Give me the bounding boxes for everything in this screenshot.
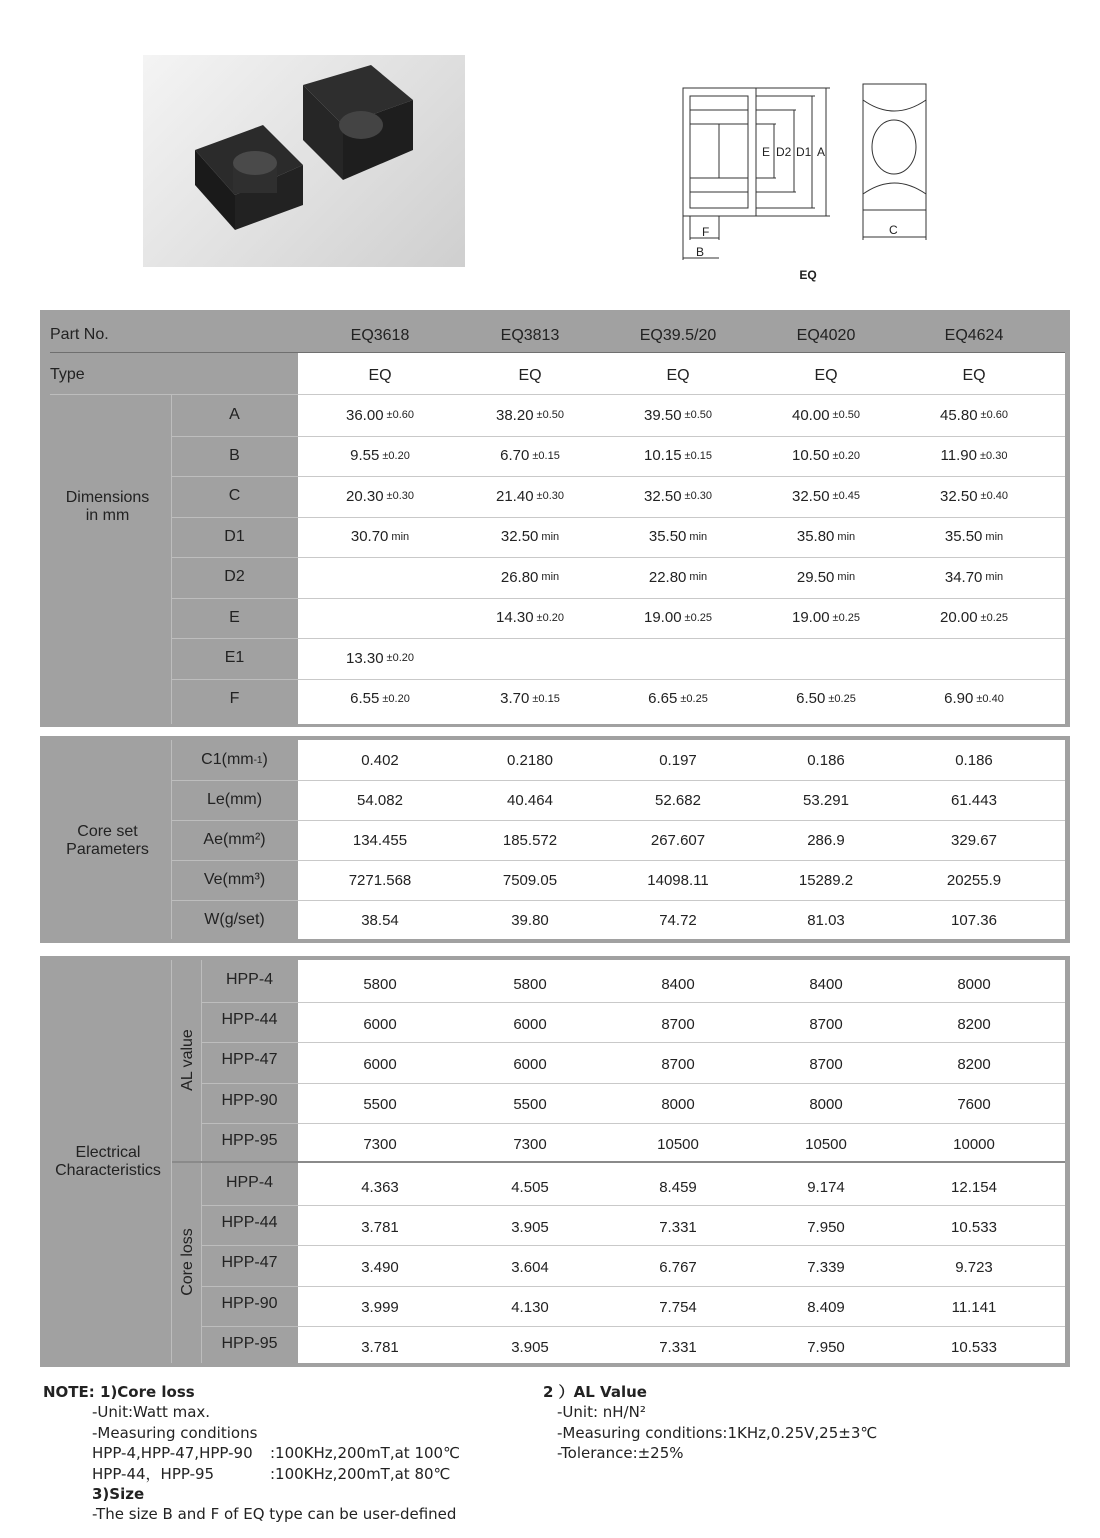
core-value: 7509.05 <box>502 871 558 889</box>
electrical-label-line2: Characteristics <box>55 1162 161 1179</box>
al-value: 8700 <box>809 1015 843 1033</box>
al-value: 10000 <box>953 1136 995 1154</box>
loss-value: 10.533 <box>951 1218 997 1236</box>
al-row-label: HPP-90 <box>221 1091 278 1109</box>
dim-value: 19.00 <box>792 609 830 627</box>
al-row-label: HPP-44 <box>221 1011 278 1029</box>
loss-value: 8.459 <box>659 1178 697 1196</box>
dim-tolerance: ±0.45 <box>832 490 860 503</box>
dim-label-b: B <box>696 245 705 259</box>
dim-tolerance: ±0.25 <box>828 692 856 705</box>
dim-tolerance: min <box>985 571 1004 584</box>
core-value: 286.9 <box>807 831 845 849</box>
core-label-line2: Parameters <box>66 841 149 858</box>
note-cond2-types: HPP-44，HPP-95 <box>92 1464 215 1483</box>
dim-cell <box>608 436 748 477</box>
part-no-4: EQ4624 <box>944 327 1004 344</box>
loss-value: 3.781 <box>361 1339 399 1357</box>
note-cond2-value: :100KHz,200mT,at 80℃ <box>270 1464 451 1483</box>
core-value: 107.36 <box>951 911 997 929</box>
dim-cell <box>756 557 896 598</box>
dim-value: 29.50 <box>796 568 835 586</box>
dim-tolerance: min <box>689 571 708 584</box>
loss-value: 4.505 <box>511 1178 549 1196</box>
dim-tolerance: ±0.25 <box>684 611 712 624</box>
dim-value: 35.80 <box>796 528 835 546</box>
core-label-line1: Core set <box>77 823 138 840</box>
dim-label-a: A <box>817 145 826 159</box>
dim-cell <box>310 476 450 517</box>
dim-tolerance: ±0.20 <box>832 449 860 462</box>
core-value: 0.186 <box>807 751 845 769</box>
loss-value: 7.950 <box>807 1339 845 1357</box>
loss-value: 3.905 <box>511 1218 549 1236</box>
core-value: 61.443 <box>951 791 997 809</box>
note-size-text: -The size B and F of EQ type can be user-defined <box>92 1505 457 1523</box>
dim-value: 10.50 <box>792 447 830 465</box>
dim-row-label-d1: D1 <box>224 527 245 545</box>
dim-tolerance: ±0.30 <box>979 449 1008 462</box>
al-note-cond: -Measuring conditions:1KHz,0.25V,25±3℃ <box>557 1423 878 1442</box>
al-value: 6000 <box>513 1015 547 1033</box>
core-value: 267.607 <box>650 831 706 849</box>
dim-cell <box>756 598 896 639</box>
al-value: 8000 <box>809 1096 843 1114</box>
dim-cell <box>608 476 748 517</box>
al-value-label: AL value <box>179 1029 196 1091</box>
dim-value: 13.30 <box>346 649 384 667</box>
al-note-title: 2 ）AL Value <box>543 1383 647 1401</box>
dim-value: 6.90 <box>944 690 974 708</box>
core-value: 74.72 <box>659 911 697 929</box>
dim-tolerance: ±0.40 <box>976 692 1004 705</box>
dim-value: 20.00 <box>940 609 978 627</box>
dim-value: 30.70 <box>350 528 389 546</box>
dim-row-label-b: B <box>229 446 240 464</box>
dim-cell <box>460 638 600 679</box>
core-value: 54.082 <box>357 791 403 809</box>
dim-tolerance: ±0.25 <box>980 611 1008 624</box>
al-value: 5500 <box>363 1096 397 1114</box>
loss-row-label: HPP-95 <box>221 1334 278 1352</box>
core-row-label-text: Ve(mm³) <box>203 871 266 888</box>
dim-cell <box>310 679 450 720</box>
dimensions-group-label <box>50 485 165 529</box>
loss-row-label: HPP-4 <box>225 1174 274 1192</box>
eq-core-photo-illustration <box>143 55 465 267</box>
dim-cell <box>756 638 896 679</box>
dim-tolerance: ±0.15 <box>684 449 712 462</box>
core-row-label-text: W(g/set) <box>204 911 265 928</box>
dim-cell <box>608 557 748 598</box>
core-parameters-table <box>40 736 1070 943</box>
dim-tolerance: ±0.30 <box>684 490 712 503</box>
dim-value: 32.50 <box>644 487 682 505</box>
dim-cell <box>756 395 896 436</box>
type-value-3: EQ <box>814 367 838 384</box>
note-title: NOTE: 1)Core loss <box>43 1383 195 1401</box>
dim-value: 21.40 <box>496 487 534 505</box>
loss-value: 3.905 <box>511 1339 549 1357</box>
core-value: 40.464 <box>507 791 553 809</box>
core-value: 7271.568 <box>348 871 412 889</box>
core-value: 185.572 <box>502 831 558 849</box>
dim-cell <box>310 436 450 477</box>
dimension-drawing <box>670 70 950 290</box>
notes-al-value <box>543 1382 963 1464</box>
dim-cell <box>608 679 748 720</box>
dim-value: 14.30 <box>496 609 534 627</box>
loss-value: 6.767 <box>659 1258 697 1276</box>
dim-cell <box>460 517 600 558</box>
dim-cell <box>608 517 748 558</box>
al-value: 6000 <box>363 1015 397 1033</box>
dim-value: 10.15 <box>644 447 682 465</box>
dim-tolerance: min <box>391 530 410 543</box>
dim-cell <box>460 598 600 639</box>
dim-label-d1: D1 <box>796 145 812 159</box>
core-row-label-text: Ae(mm²) <box>203 831 266 848</box>
core-loss-label: Core loss <box>179 1228 196 1296</box>
dim-tolerance: ±0.50 <box>832 409 860 422</box>
loss-value: 4.363 <box>361 1178 399 1196</box>
note-cond1-value: :100KHz,200mT,at 100℃ <box>270 1444 460 1462</box>
dim-value: 34.70 <box>944 568 983 586</box>
al-value: 8000 <box>957 975 991 993</box>
loss-value: 7.754 <box>659 1299 697 1317</box>
type-value-0: EQ <box>368 367 392 384</box>
dim-value: 38.20 <box>496 406 534 424</box>
dim-tolerance: ±0.20 <box>382 692 410 705</box>
core-value: 0.402 <box>361 751 399 769</box>
loss-value: 3.490 <box>361 1258 399 1276</box>
dim-cell <box>310 638 450 679</box>
dim-tolerance: ±0.20 <box>382 449 410 462</box>
notes-core-loss <box>43 1382 523 1524</box>
dim-tolerance: ±0.40 <box>980 490 1008 503</box>
dim-value: 32.50 <box>500 528 539 546</box>
dimensions-label-line2: in mm <box>85 507 130 524</box>
al-value: 5800 <box>363 975 397 993</box>
al-value: 10500 <box>657 1136 699 1154</box>
dim-cell <box>310 395 450 436</box>
dim-value: 45.80 <box>940 406 978 424</box>
electrical-label-line1: Electrical <box>75 1144 141 1161</box>
al-value: 8200 <box>957 1055 991 1073</box>
dim-value: 19.00 <box>644 609 682 627</box>
dim-value: 3.70 <box>500 690 530 708</box>
dim-cell <box>904 598 1044 639</box>
core-group-label <box>50 819 165 863</box>
dim-cell <box>904 395 1044 436</box>
dim-label-d2: D2 <box>776 145 792 159</box>
loss-value: 9.174 <box>807 1178 845 1196</box>
dim-label-f: F <box>702 225 710 239</box>
drawing-caption: EQ <box>799 268 817 282</box>
core-value: 15289.2 <box>798 871 854 889</box>
loss-value: 7.331 <box>659 1218 697 1236</box>
al-row-label: HPP-95 <box>221 1131 278 1149</box>
dim-value: 6.55 <box>350 690 380 708</box>
dim-tolerance: ±0.30 <box>386 490 414 503</box>
note-size-title: 3)Size <box>92 1485 145 1503</box>
al-row-label: HPP-47 <box>221 1051 278 1069</box>
dim-value: 35.50 <box>648 528 687 546</box>
dim-value: 6.70 <box>500 447 530 465</box>
dim-value: 39.50 <box>644 406 682 424</box>
core-row-label <box>171 820 298 860</box>
product-photo <box>143 55 465 267</box>
dim-tolerance: ±0.60 <box>980 409 1008 422</box>
dim-label-e: E <box>762 145 771 159</box>
dim-cell <box>608 598 748 639</box>
al-value: 7600 <box>957 1096 991 1114</box>
core-value: 0.197 <box>659 751 697 769</box>
dim-row-label-d2: D2 <box>224 568 245 586</box>
electrical-table <box>40 956 1070 1367</box>
core-row-label-sup: -1 <box>253 754 263 766</box>
dim-cell <box>904 557 1044 598</box>
dim-tolerance: ±0.20 <box>386 652 414 665</box>
dim-tolerance: min <box>541 530 560 543</box>
dim-cell <box>460 679 600 720</box>
al-value: 8400 <box>809 975 843 993</box>
core-value: 39.80 <box>511 911 549 929</box>
loss-value: 7.950 <box>807 1218 845 1236</box>
al-value: 7300 <box>513 1136 547 1154</box>
al-value: 7300 <box>363 1136 397 1154</box>
core-row-label-text: Le(mm) <box>206 791 263 808</box>
loss-value: 12.154 <box>951 1178 997 1196</box>
loss-row-label: HPP-44 <box>221 1214 278 1232</box>
dim-cell <box>756 436 896 477</box>
loss-value: 7.339 <box>807 1258 845 1276</box>
loss-value: 9.723 <box>955 1258 993 1276</box>
al-row-label: HPP-4 <box>225 971 274 989</box>
dim-cell <box>904 638 1044 679</box>
core-row-label <box>171 900 298 940</box>
dim-value: 32.50 <box>792 487 830 505</box>
dim-cell <box>904 679 1044 720</box>
al-value: 8700 <box>809 1055 843 1073</box>
loss-value: 3.999 <box>361 1299 399 1317</box>
dim-tolerance: min <box>541 571 560 584</box>
dim-row-label-f: F <box>229 689 240 707</box>
al-value: 5500 <box>513 1096 547 1114</box>
dim-tolerance: min <box>985 530 1004 543</box>
loss-value: 7.331 <box>659 1339 697 1357</box>
dim-value: 40.00 <box>792 406 830 424</box>
dim-tolerance: ±0.50 <box>536 409 564 422</box>
dim-tolerance: ±0.30 <box>536 490 564 503</box>
type-value-4: EQ <box>962 367 986 384</box>
dim-cell <box>310 557 450 598</box>
dim-value: 35.50 <box>944 528 983 546</box>
type-value-2: EQ <box>666 367 690 384</box>
core-value: 0.186 <box>955 751 993 769</box>
core-value: 38.54 <box>361 911 399 929</box>
dim-tolerance: ±0.60 <box>386 409 414 422</box>
al-value: 8200 <box>957 1015 991 1033</box>
core-row-label-close: ) <box>262 751 268 768</box>
dim-tolerance: ±0.50 <box>684 409 712 422</box>
part-no-0: EQ3618 <box>350 327 410 344</box>
eq-outline-drawing <box>670 70 950 290</box>
type-value-1: EQ <box>518 367 542 384</box>
core-row-label-text: C1(mm <box>201 751 254 768</box>
dim-tolerance: ±0.25 <box>680 692 708 705</box>
core-row-label <box>171 740 298 780</box>
dim-value: 20.30 <box>346 487 384 505</box>
core-value: 329.67 <box>951 831 997 849</box>
dim-row-label-e1: E1 <box>224 649 245 667</box>
part-no-3: EQ4020 <box>796 327 856 344</box>
al-value: 6000 <box>363 1055 397 1073</box>
dim-row-label-c: C <box>228 487 241 505</box>
al-value: 5800 <box>513 975 547 993</box>
loss-value: 8.409 <box>807 1299 845 1317</box>
electrical-group-label <box>48 1140 168 1184</box>
loss-value: 3.604 <box>511 1258 549 1276</box>
dim-cell <box>608 395 748 436</box>
dim-cell <box>904 517 1044 558</box>
al-value: 8700 <box>661 1055 695 1073</box>
part-no-1: EQ3813 <box>500 327 560 344</box>
dim-tolerance: min <box>689 530 708 543</box>
dim-cell <box>460 476 600 517</box>
dim-tolerance: ±0.20 <box>536 611 564 624</box>
note-cond1-types: HPP-4,HPP-47,HPP-90 <box>92 1444 253 1462</box>
dim-value: 6.50 <box>796 690 826 708</box>
dim-value: 22.80 <box>648 568 687 586</box>
al-value: 8000 <box>661 1096 695 1114</box>
core-value: 52.682 <box>655 791 701 809</box>
dim-cell <box>756 517 896 558</box>
dim-cell <box>904 436 1044 477</box>
note-measuring: -Measuring conditions <box>92 1423 258 1442</box>
dim-cell <box>608 638 748 679</box>
al-value: 8700 <box>661 1015 695 1033</box>
dim-value: 6.65 <box>648 690 678 708</box>
core-value: 20255.9 <box>946 871 1002 889</box>
core-row-label <box>171 780 298 820</box>
part-no-label: Part No. <box>50 326 109 343</box>
core-value: 81.03 <box>807 911 845 929</box>
loss-value: 11.141 <box>951 1299 997 1317</box>
al-value: 6000 <box>513 1055 547 1073</box>
type-label: Type <box>50 366 85 383</box>
dim-cell <box>460 436 600 477</box>
al-note-tol: -Tolerance:±25% <box>557 1444 684 1462</box>
core-value: 14098.11 <box>647 871 709 889</box>
dim-value: 11.90 <box>940 447 977 465</box>
dim-cell <box>460 395 600 436</box>
loss-row-label: HPP-47 <box>221 1254 278 1272</box>
dim-tolerance: ±0.15 <box>532 449 560 462</box>
dim-value: 36.00 <box>346 406 384 424</box>
loss-value: 3.781 <box>361 1218 399 1236</box>
al-value: 10500 <box>805 1136 847 1154</box>
loss-value: 4.130 <box>511 1299 549 1317</box>
dim-cell <box>310 517 450 558</box>
loss-value: 10.533 <box>951 1339 997 1357</box>
dim-tolerance: min <box>837 530 856 543</box>
core-value: 134.455 <box>352 831 408 849</box>
dim-cell <box>460 557 600 598</box>
dim-cell <box>904 476 1044 517</box>
dimensions-label-line1: Dimensions <box>65 489 150 506</box>
dim-value: 9.55 <box>350 447 380 465</box>
part-no-2: EQ39.5/20 <box>639 327 717 344</box>
dim-tolerance: ±0.15 <box>532 692 560 705</box>
dim-value: 32.50 <box>940 487 978 505</box>
al-note-unit: -Unit: nH/N² <box>557 1403 646 1421</box>
dim-value: 26.80 <box>500 568 539 586</box>
core-value: 0.2180 <box>507 751 553 769</box>
core-row-label <box>171 860 298 900</box>
core-value: 53.291 <box>803 791 849 809</box>
note-unit: -Unit:Watt max. <box>92 1403 211 1421</box>
al-value: 8400 <box>661 975 695 993</box>
dim-cell <box>756 476 896 517</box>
dim-cell <box>756 679 896 720</box>
dim-label-c: C <box>889 223 898 237</box>
dim-tolerance: ±0.25 <box>832 611 860 624</box>
dim-row-label-e: E <box>229 608 240 626</box>
dim-cell <box>310 598 450 639</box>
loss-row-label: HPP-90 <box>221 1294 278 1312</box>
dim-tolerance: min <box>837 571 856 584</box>
dimensions-table <box>40 310 1070 727</box>
dim-row-label-a: A <box>229 406 240 424</box>
